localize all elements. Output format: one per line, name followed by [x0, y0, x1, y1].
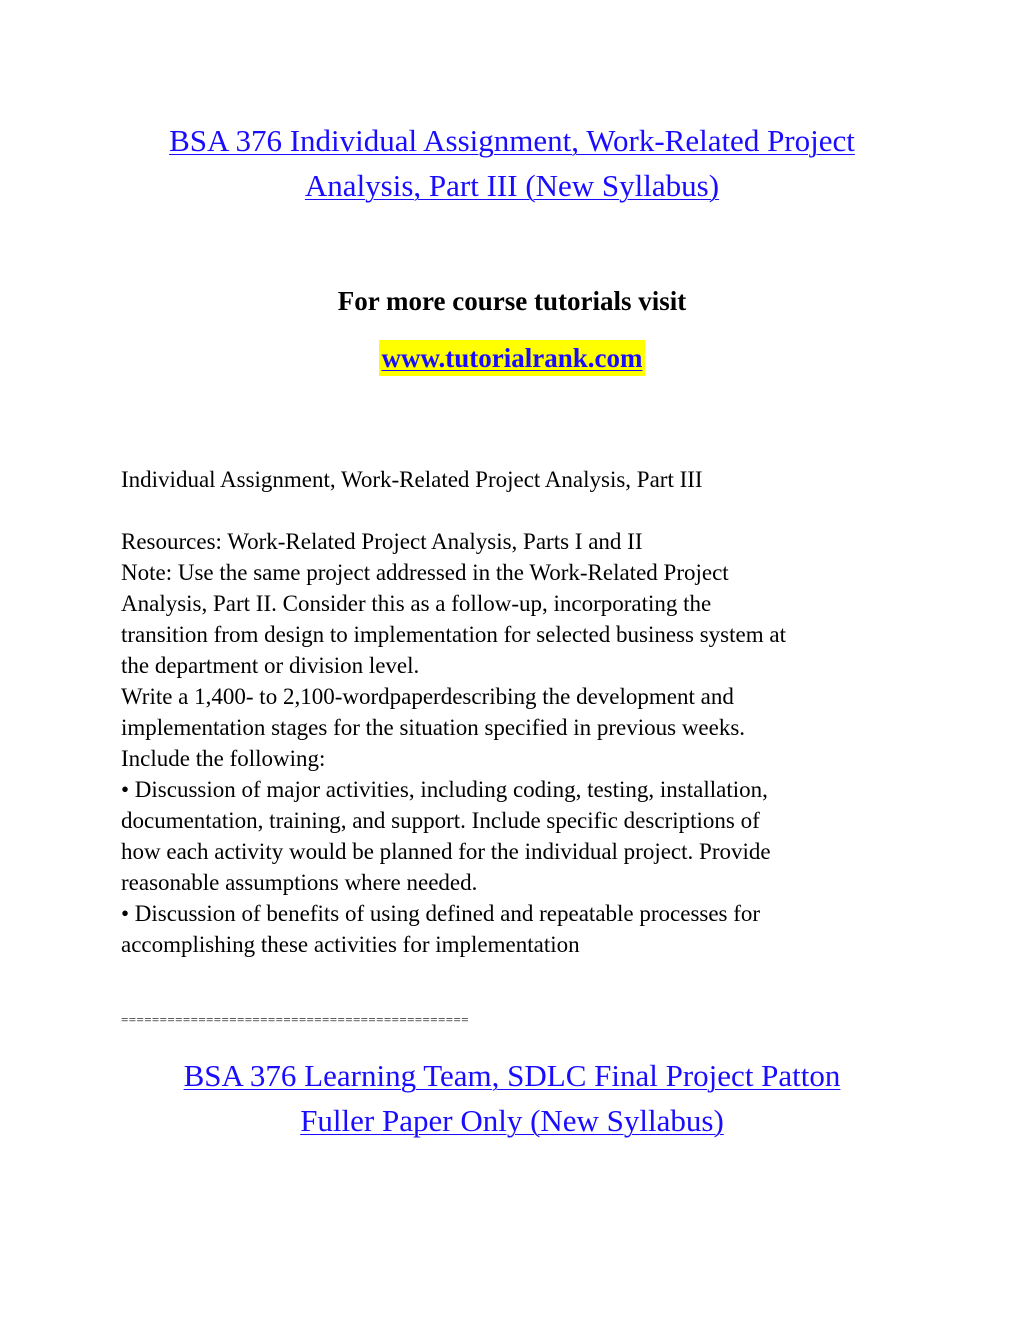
description-line: Include the following: — [121, 746, 326, 771]
description-line: implementation stages for the situation specified in previous weeks. — [121, 715, 746, 740]
description-line: reasonable assumptions where needed. — [121, 870, 478, 895]
assignment-description — [121, 526, 911, 960]
description-line: transition from design to implementation for selected business system at — [121, 622, 786, 647]
description-line: Analysis, Part II. Consider this as a follow-up, incorporating the — [121, 591, 712, 616]
top-course-link-line1[interactable]: BSA 376 Individual Assignment, Work-Related Project — [169, 123, 855, 158]
description-line: Note: Use the same project addressed in the Work-Related Project — [121, 560, 729, 585]
bottom-course-link[interactable] — [112, 1053, 912, 1143]
promo-site-container — [112, 340, 912, 376]
description-line: documentation, training, and support. Include specific descriptions of — [121, 808, 760, 833]
top-course-link-line2[interactable]: Analysis, Part III (New Syllabus) — [304, 168, 720, 203]
bottom-course-link-line2[interactable]: Fuller Paper Only (New Syllabus) — [300, 1103, 724, 1138]
description-line: • Discussion of major activities, including coding, testing, installation, — [121, 777, 768, 802]
description-line: Resources: Work-Related Project Analysis, Parts I and II — [121, 529, 643, 554]
section-separator: ============================================= — [121, 1012, 469, 1027]
bottom-course-link-line1[interactable]: BSA 376 Learning Team, SDLC Final Project Patton — [183, 1058, 841, 1093]
description-line: the department or division level. — [121, 653, 420, 678]
description-line: Write a 1,400- to 2,100-wordpaperdescribing the development and — [121, 684, 734, 709]
tutorial-site-link[interactable]: www.tutorialrank.com — [379, 340, 646, 376]
promo-label: For more course tutorials visit — [337, 286, 687, 316]
description-line: • Discussion of benefits of using defined and repeatable processes for — [121, 901, 761, 926]
assignment-title: Individual Assignment, Work-Related Project Analysis, Part III — [121, 467, 703, 492]
description-line: accomplishing these activities for implementation — [121, 932, 580, 957]
top-course-link[interactable] — [112, 118, 912, 208]
description-line: how each activity would be planned for the individual project. Provide — [121, 839, 771, 864]
